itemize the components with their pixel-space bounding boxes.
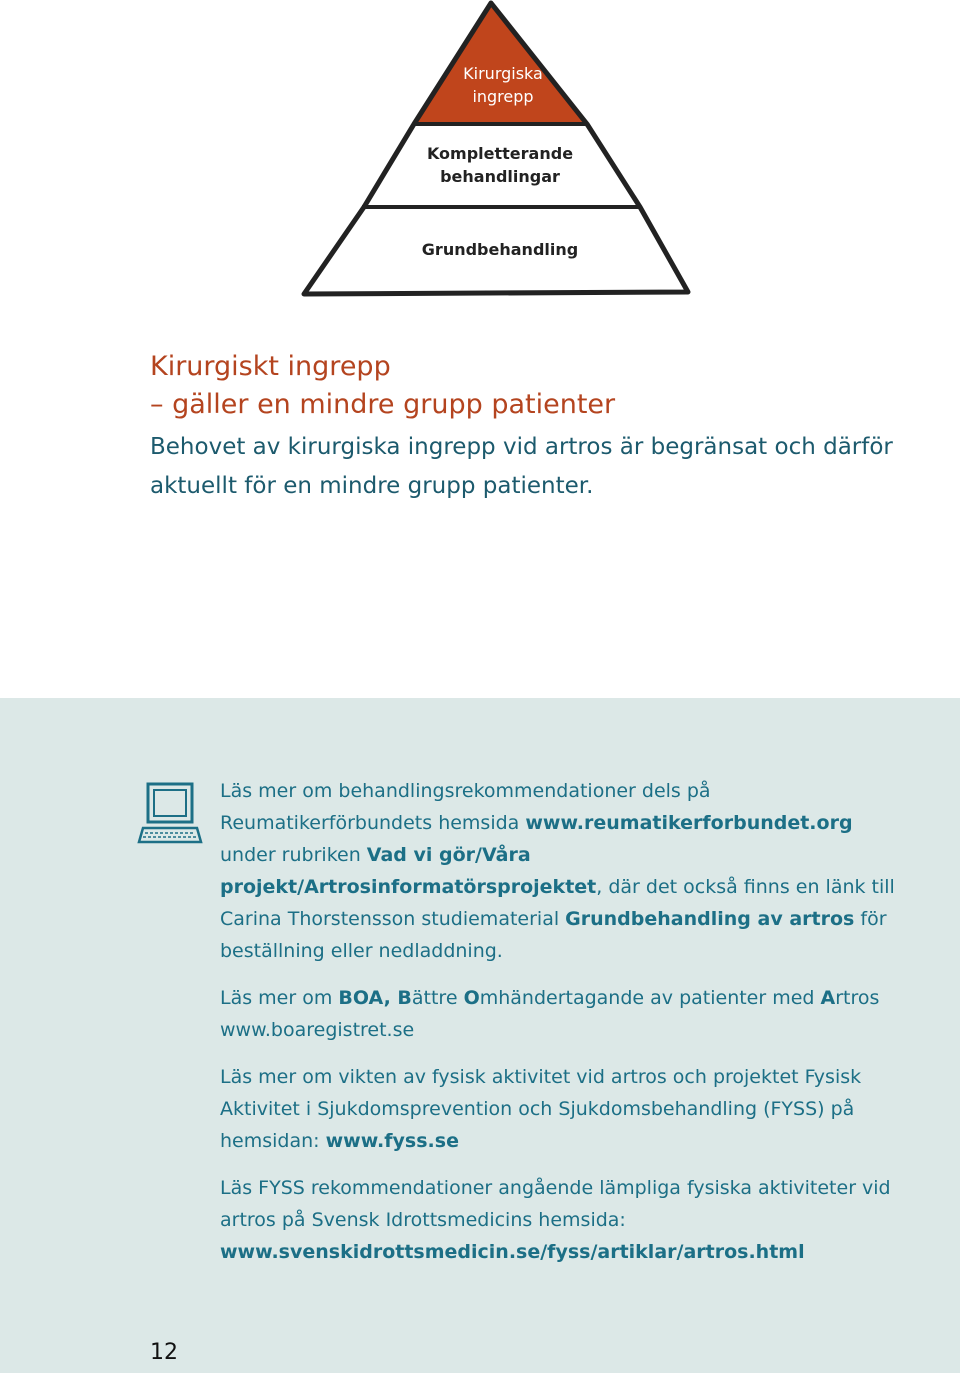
link-svenskidrottsmedicin[interactable]: www.svenskidrottsmedicin.se/fyss/artiklar/artros.html [220,1241,805,1263]
link-boaregistret[interactable]: www.boaregistret.se [220,1019,415,1041]
heading-line-1: Kirurgiskt ingrepp [150,351,391,382]
page-number: 12 [150,1340,178,1365]
section-heading [150,348,910,424]
info-paragraph-idrottsmedicin: Läs FYSS rekommendationer angående lämpliga fysiska aktiviteter vid artros på Svensk Idrottsmedicins hemsida: www.svenskidrottsmedicin.se/fyss/artiklar/artros.html [220,1177,891,1263]
material-title: Grundbehandling av artros [565,908,855,930]
lead-paragraph: Behovet av kirurgiska ingrepp vid artros är begränsat och därför aktuellt för en mindre grupp patienter. [150,434,893,499]
heading-line-2: – gäller en mindre grupp patienter [150,389,616,420]
info-paragraph-boa: Läs mer om BOA, Bättre Omhändertagande av patienter med Artros www.boaregistret.se [220,987,880,1041]
computer-icon [137,780,203,846]
path-artrosinformator: Vad vi gör/Våra projekt/Artrosinformatörsprojektet [220,844,597,898]
link-reumatikerforbundet[interactable]: www.reumatikerforbundet.org [525,812,853,834]
info-paragraph-fyss: Läs mer om vikten av fysisk aktivitet vid artros och projektet Fysisk Aktivitet i Sjukdomsprevention och Sjukdomsbehandling (FYSS) på hemsidan: www.fyss.se [220,1066,862,1152]
pyramid-top-label: Kirurgiska ingrepp [463,64,543,106]
info-paragraph-reumatiker: Läs mer om behandlingsrekommendationer dels på Reumatikerförbundets hemsida www.reumatikerforbundet.org under rubriken Vad vi gör/Våra projekt/Artrosinformatörsprojektet, där det också finns en länk till Carina Thorstensson studiematerial Grundbehandling av artros för beställning eller nedladdning. [220,780,895,962]
pyramid-bottom-label: Grundbehandling [421,240,579,259]
pyramid-mid-label: Kompletterande behandlingar [426,144,574,186]
link-fyss[interactable]: www.fyss.se [325,1130,459,1152]
